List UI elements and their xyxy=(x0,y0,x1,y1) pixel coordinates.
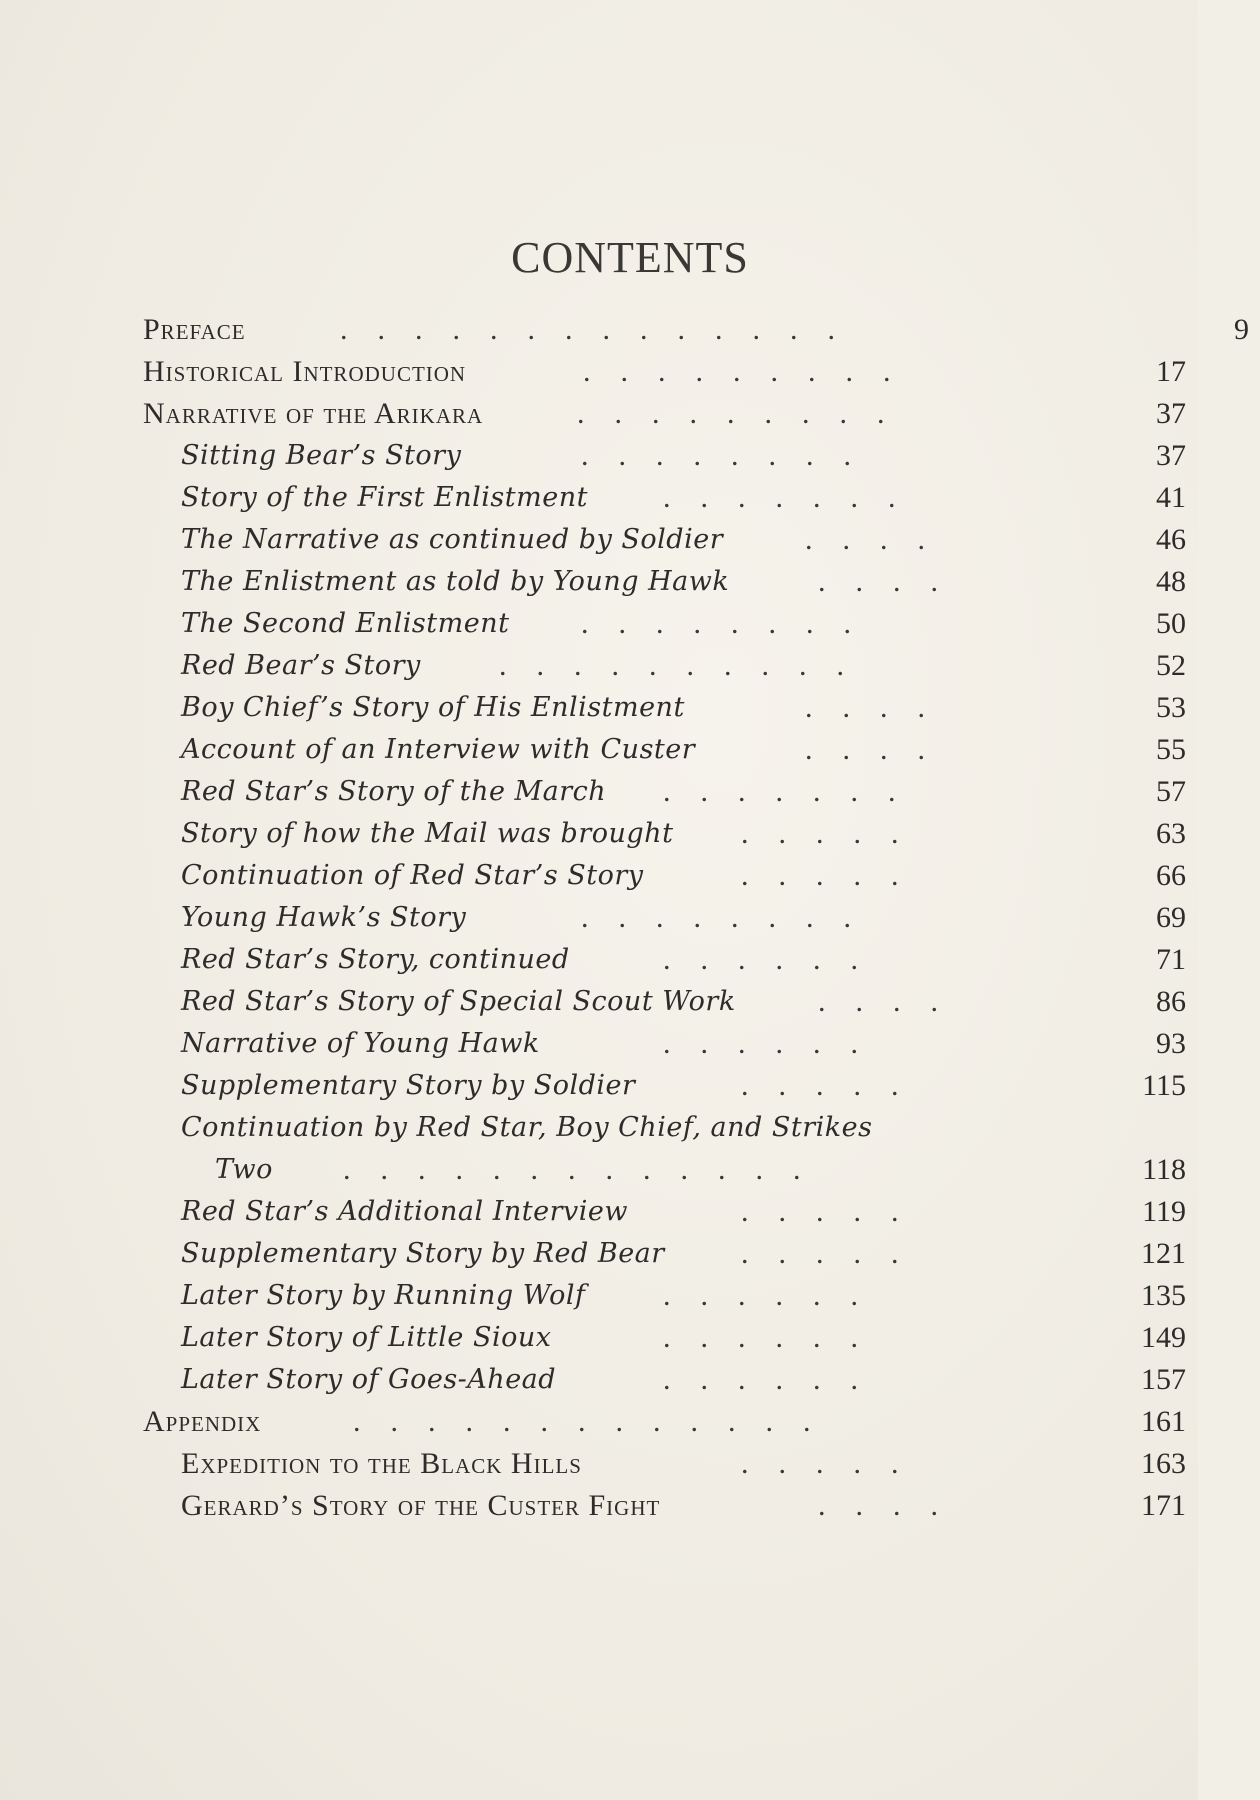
leader-dots: . . . . xyxy=(818,565,938,598)
leader-dots: . . . . . . . . . . xyxy=(499,649,844,682)
leader-dots: . . . . . xyxy=(741,1195,899,1228)
toc-entry-label: Boy Chief’s Story of His Enlistment xyxy=(181,692,685,723)
leader-dots: . . . . . . xyxy=(663,1027,858,1060)
leader-dots: . . . . . xyxy=(741,817,899,850)
toc-page-number: 52 xyxy=(1156,649,1186,682)
toc-entry-label: Two xyxy=(215,1154,273,1185)
toc-entry-label: Narrative of Young Hawk xyxy=(181,1028,540,1059)
leader-dots: . . . . . . xyxy=(663,943,858,976)
toc-entry-label: Red Star’s Story of Special Scout Work xyxy=(181,986,736,1017)
leader-dots: . . . . . . . xyxy=(663,775,896,808)
leader-dots: . . . . . xyxy=(741,1447,899,1480)
toc-entry-label: Later Story of Goes-Ahead xyxy=(181,1364,557,1395)
toc-page-number: 50 xyxy=(1156,607,1186,640)
leader-dots: . . . . . . . . xyxy=(581,901,851,934)
leader-dots: . . . . . . xyxy=(663,1279,858,1312)
leader-dots: . . . . . . . . . . . . . xyxy=(353,1405,811,1438)
toc-page-number: 48 xyxy=(1156,565,1186,598)
toc-page-number: 66 xyxy=(1156,859,1186,892)
toc-page-number: 86 xyxy=(1156,985,1186,1018)
leader-dots: . . . . xyxy=(818,985,938,1018)
toc-entry-label: Continuation of Red Star’s Story xyxy=(181,860,644,891)
toc-page-number: 37 xyxy=(1156,397,1186,430)
toc-entry-label: Young Hawk’s Story xyxy=(181,902,467,933)
leader-dots: . . . . xyxy=(818,1489,938,1522)
toc-entry-label: Historical Introduction xyxy=(143,355,467,388)
toc-page-number: 171 xyxy=(1141,1489,1186,1522)
toc-page-number: 57 xyxy=(1156,775,1186,808)
toc-entry-label: Later Story of Little Sioux xyxy=(181,1322,552,1353)
leader-dots: . . . . . . . . . . . . . . xyxy=(340,313,835,346)
toc-entry-label: Red Star’s Story of the March xyxy=(181,776,607,807)
toc-entry-label: Expedition to the Black Hills xyxy=(181,1447,582,1480)
leader-dots: . . . . . . . . . xyxy=(577,397,885,430)
toc-entry-label: Account of an Interview with Custer xyxy=(181,734,696,765)
leader-dots: . . . . . . xyxy=(663,1321,858,1354)
leader-dots: . . . . . . . . xyxy=(581,607,851,640)
leader-dots: . . . . xyxy=(805,523,925,556)
leader-dots: . . . . xyxy=(805,733,925,766)
toc-entry-label: Supplementary Story by Soldier xyxy=(181,1070,636,1101)
toc-page-number: 55 xyxy=(1156,733,1186,766)
toc-page-number: 149 xyxy=(1141,1321,1186,1354)
leader-dots: . . . . xyxy=(805,691,925,724)
toc-page-number: 37 xyxy=(1156,439,1186,472)
toc-page-number: 115 xyxy=(1142,1069,1186,1102)
toc-entry-label: Red Star’s Story, continued xyxy=(181,944,570,975)
toc-page-number: 163 xyxy=(1141,1447,1186,1480)
toc-entry-label: Continuation by Red Star, Boy Chief, and Strikes xyxy=(181,1112,873,1143)
toc-page-number: 46 xyxy=(1156,523,1186,556)
toc-page-number: 121 xyxy=(1141,1237,1186,1270)
leader-dots: . . . . . . xyxy=(663,1363,858,1396)
toc-entry-label: Gerard’s Story of the Custer Fight xyxy=(181,1489,661,1522)
toc-page-number: 119 xyxy=(1142,1195,1186,1228)
toc-entry-label: The Enlistment as told by Young Hawk xyxy=(181,566,730,597)
toc-entry-label: Supplementary Story by Red Bear xyxy=(181,1238,665,1269)
toc-page-number: 63 xyxy=(1156,817,1186,850)
leader-dots: . . . . . . . . . . . . . xyxy=(343,1153,801,1186)
leader-dots: . . . . . . . xyxy=(663,481,896,514)
leader-dots: . . . . . xyxy=(741,1237,899,1270)
toc-page-number: 93 xyxy=(1156,1027,1186,1060)
toc-entry-label: The Narrative as continued by Soldier xyxy=(181,524,724,555)
toc-page-number: 53 xyxy=(1156,691,1186,724)
toc-page-number: 135 xyxy=(1141,1279,1186,1312)
toc-page-number: 161 xyxy=(1141,1405,1186,1438)
toc-page-number: 71 xyxy=(1156,943,1186,976)
leader-dots: . . . . . . . . xyxy=(581,439,851,472)
toc-entry-label: Red Bear’s Story xyxy=(181,650,421,681)
toc-entry-label: Later Story by Running Wolf xyxy=(181,1280,586,1311)
toc-page-number: 69 xyxy=(1156,901,1186,934)
toc-entry-label: Story of how the Mail was brought xyxy=(181,818,674,849)
toc-entry-label: Story of the First Enlistment xyxy=(181,482,588,513)
toc-entry-label: The Second Enlistment xyxy=(181,608,510,639)
page-title: CONTENTS xyxy=(511,233,749,282)
toc-entry-label: Sitting Bear’s Story xyxy=(181,440,462,471)
toc-page-number: 9 xyxy=(1234,313,1249,346)
leader-dots: . . . . . . . . . xyxy=(583,355,891,388)
leader-dots: . . . . . xyxy=(741,1069,899,1102)
toc-entry-label: Narrative of the Arikara xyxy=(143,397,484,430)
toc-page-number: 17 xyxy=(1156,355,1186,388)
toc-entry-label: Preface xyxy=(143,313,246,346)
toc-page-number: 118 xyxy=(1142,1153,1186,1186)
toc-page-number: 41 xyxy=(1156,481,1186,514)
toc-entry-label: Appendix xyxy=(143,1405,262,1438)
toc-entry-label: Red Star’s Additional Interview xyxy=(181,1196,628,1227)
toc-page-number: 157 xyxy=(1141,1363,1186,1396)
leader-dots: . . . . . xyxy=(741,859,899,892)
